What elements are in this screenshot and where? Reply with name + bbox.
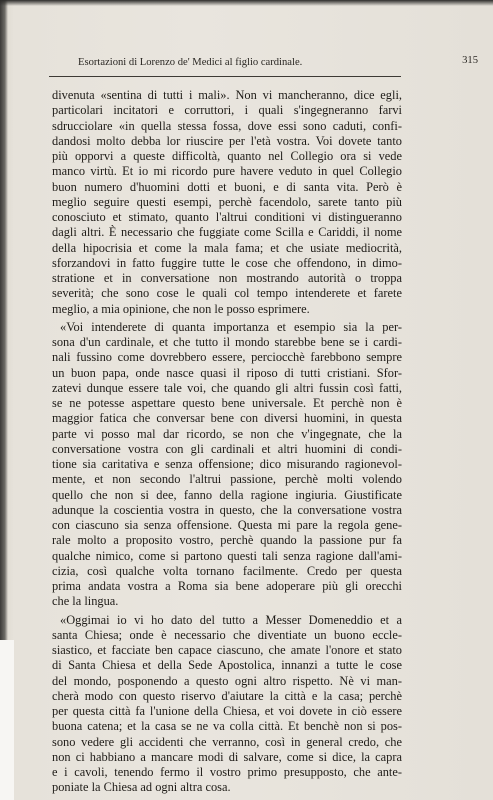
text-line: rale molto a proposito vostro, perchè quando la passione pur fa — [52, 533, 402, 548]
page-top-shadow — [0, 0, 493, 6]
text-line: quello che non si dee, fanno della ragione ingiuria. Giustificate — [52, 487, 402, 502]
text-line: meglio, a mia opinione, che non le posso esprimere. — [52, 301, 310, 316]
body-text — [52, 88, 402, 796]
text-line: con ciascuno sia senza offensione. Questa mi pare la regola gene- — [52, 518, 402, 532]
text-line: conversatione vostra con gli cardinali et altri huomini di condi- — [52, 441, 402, 456]
running-title: Esortazioni di Lorenzo de' Medici al figlio cardinale. — [78, 57, 303, 68]
text-line: santa Chiesa; onde è necessario che diventiate un buono eccle- — [52, 627, 402, 642]
scan-margin — [0, 640, 14, 800]
text-line: severità; che sono cose le quali col tempo intenderete et farete — [52, 286, 402, 301]
text-line: e i cavoli, tenendo fermo il vostro primo presupposto, che ante- — [52, 765, 402, 779]
text-line: buon numero d'huomini dotti et buoni, e di santa vita. Però è — [52, 179, 402, 194]
text-line: particolari incitatori e corruttori, i quali s'ingegneranno farvi — [52, 103, 402, 118]
text-line: manco virtù. Et io mi ricordo pure havere veduto in quel Collegio — [52, 164, 402, 179]
text-line: zatevi dunque essere tale voi, che quando gli altri fussin così fatti, — [52, 380, 402, 395]
text-line: «Voi intenderete di quanta importanza et esempio sia la per- — [60, 319, 402, 334]
text-line: maggior fatica che conversar bene con diversi huomini, in questa — [52, 411, 402, 426]
text-line: qualche nimico, come si partono questi tali senza ragione dall'ami- — [52, 548, 402, 563]
text-line: che la lingua. — [52, 594, 119, 609]
text-line: se ne potesse aspettare questo bene universale. Et perchè non è — [52, 396, 402, 410]
text-line: tione sia caritativa e senza offensione; dico misurando ragionevol- — [52, 457, 402, 471]
text-line: sona d'un cardinale, et che tutto il mondo starebbe bene se i cardi- — [52, 335, 402, 349]
text-line: sono vedere gli accidenti che verranno, così in general credo, che — [52, 734, 402, 749]
text-line: nali fussino come dovrebbero essere, perciocchè farebbono sempre — [52, 350, 402, 365]
paragraph — [52, 613, 402, 796]
text-line: stratione et in conversatione non mostrando autorità o troppa — [52, 271, 402, 285]
text-line: cizia, così qualche volta tornano facilmente. Credo per questa — [52, 563, 402, 578]
text-line: poniate la Chiesa ad ogni altra cosa. — [52, 780, 231, 795]
text-line: non ci habbiano a mancare modi di salvare, come si dice, la capra — [52, 749, 402, 764]
text-line: per questa città fa l'unione della Chiesa, et voi dovete in ciò essere — [52, 704, 402, 718]
text-line: dagli altri. È necessario che fuggiate come Scilla e Cariddi, il nome — [52, 225, 402, 240]
text-line: «Oggimai io vi ho dato del tutto a Messer Domeneddio et a — [60, 612, 402, 627]
text-line: parte vi posso mal dar ricordo, se non che v'ingegnate, che la — [52, 426, 402, 441]
text-line: dandosi molto debba lor riuscire per l'età vostra. Voi dovete tanto — [52, 133, 402, 148]
text-line: di Santa Chiesa et della Sede Apostolica, innanzi a tutte le cose — [52, 658, 402, 673]
text-line: sforzandovi in fatto fuggire tutte le cose che offendono, in dimo- — [52, 255, 402, 270]
text-line: mente, et non secondo l'altrui passione, perchè molti volendo — [52, 472, 402, 487]
text-line: del mondo, posponendo a questo ogni altro rispetto. Nè vi man- — [52, 673, 402, 688]
header-rule — [49, 76, 401, 77]
paragraph — [52, 320, 402, 610]
text-line: siastico, et facciate ben capace ciascuno, che amate l'onore et stato — [52, 643, 402, 657]
text-line: più opporvi a queste difficoltà, quanto nel Collegio ora si vede — [52, 149, 402, 163]
paragraph — [52, 88, 402, 317]
text-line: divenuta «sentina di tutti i mali». Non vi mancheranno, dice egli, — [52, 88, 402, 102]
text-line: adunque la coscientia vostra in questo, che la conversatione vostra — [52, 502, 402, 517]
text-line: un buon papa, onde nasce quasi il riposo di tutti cristiani. Sfor- — [52, 365, 402, 380]
text-line: cherà modo con questo riservo d'aiutare la città e la casa; perchè — [52, 688, 402, 703]
text-line: della hipocrisia et come la mala fama; et che usiate mediocrità, — [52, 240, 402, 255]
text-line: meglio seguire questi esempi, perchè facendolo, sarete tanto più — [52, 194, 402, 209]
text-line: buona catena; et la casa se ne va colla città. Et benchè non si pos- — [52, 719, 402, 734]
text-line: prima andata vostra a Roma sia bene adoperare più gli orecchi — [52, 579, 402, 593]
text-line: sdrucciolare «in quella stessa fossa, dove essi sono caduti, confi- — [52, 118, 402, 133]
page-number: 315 — [462, 55, 478, 66]
text-line: conosciuto et stimato, quanto l'altrui conditioni vi distingueranno — [52, 210, 402, 224]
